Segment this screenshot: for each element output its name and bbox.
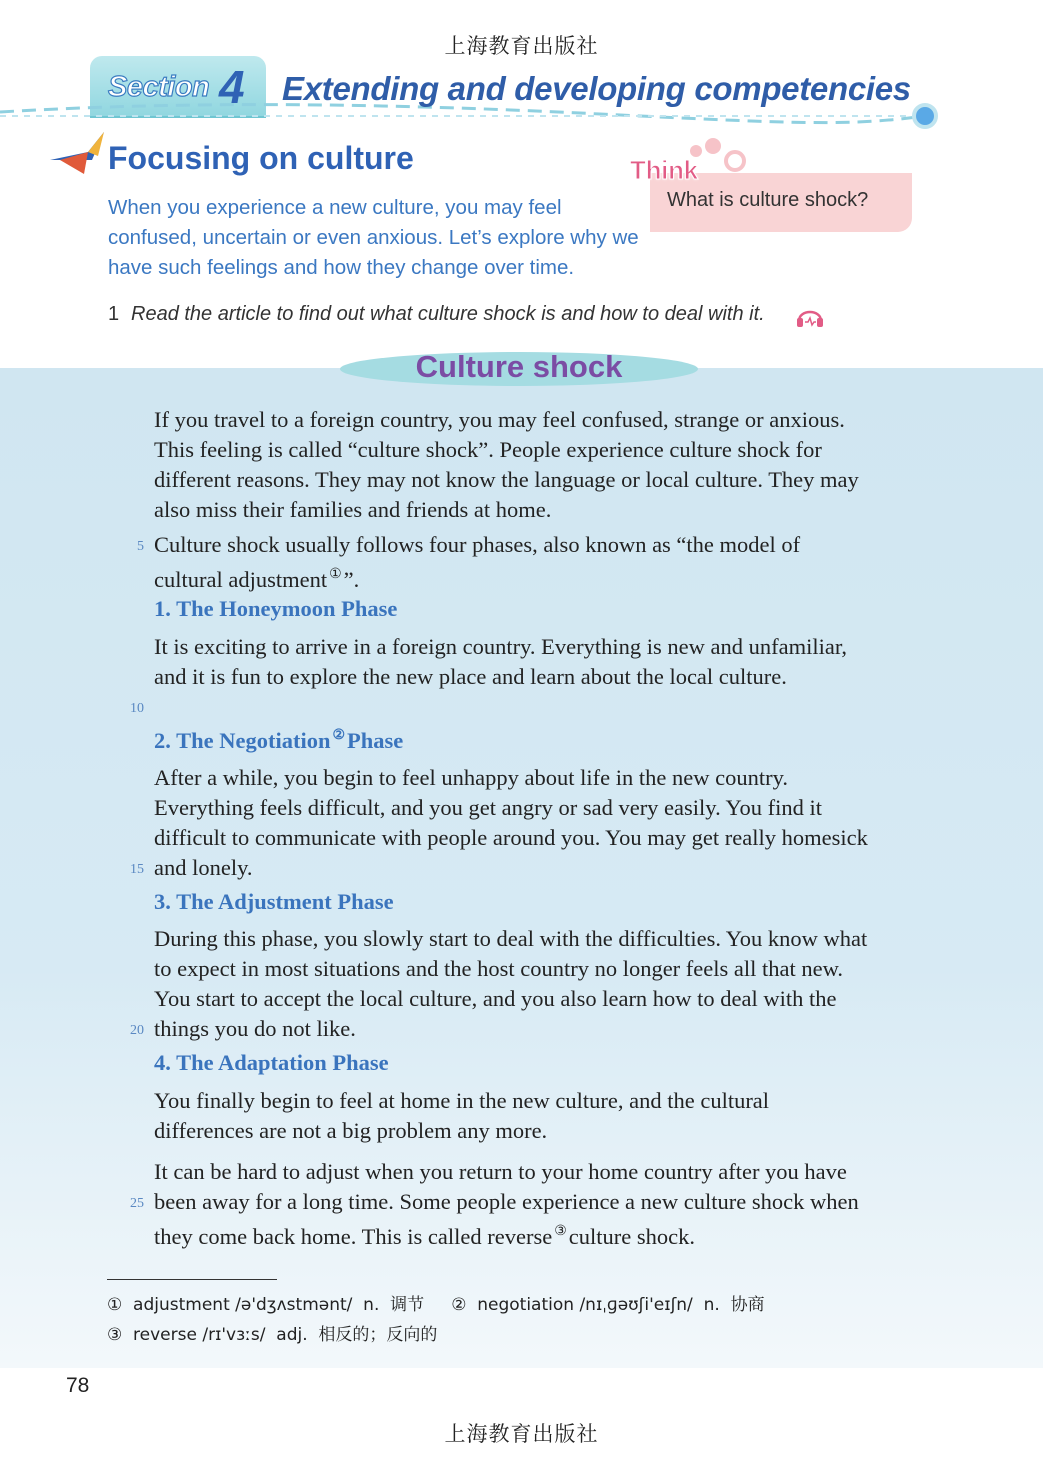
section-number: 4 — [219, 61, 245, 113]
article-paragraph-1: If you travel to a foreign country, you may feel confused, strange or anxious. This feeling is called “culture shock”. People experience culture shock for different reasons. They may not know the language or local culture. They may also miss their families and friends at home. — [154, 407, 859, 522]
line-number: 5 — [137, 539, 144, 554]
publisher-header: 上海教育出版社 — [444, 34, 599, 58]
line-number: 25 — [130, 1196, 144, 1211]
phase-3-text: During this phase, you slowly start to deal with the difficulties. You know what to expect in most situations and the host country no longer feels all that new. You start to accept the local culture, and you also learn how to deal with the things you do not like. — [154, 926, 868, 1041]
line-number: 20 — [130, 1023, 144, 1038]
phase-2-title-start: 2. The Negotiation — [154, 728, 331, 753]
footnote-divider — [107, 1279, 277, 1280]
phase-1-text: It is exciting to arrive in a foreign country. Everything is new and unfamiliar, and it is fun to explore the new place and learn about the local culture. — [154, 634, 848, 689]
last-paragraph-end: culture shock. — [568, 1224, 695, 1249]
last-paragraph-text: It can be hard to adjust when you return to your home country after you have been away for a long time. Some people experience a new culture shock when they come back home. This is called reverse — [154, 1159, 859, 1249]
article-paragraph-2 — [154, 530, 874, 595]
phase-1-title: 1. The Honeymoon Phase — [154, 596, 398, 621]
phase-2-title-end: Phase — [347, 728, 404, 753]
section-title: Extending and developing competencies — [282, 70, 911, 107]
paragraph-2-text: Culture shock usually follows four phases, also known as “the model of cultural adjustment — [154, 532, 801, 592]
footnote-marker: ① — [329, 567, 342, 582]
footnote-line-2: ③ reverse /rɪ'vɜːs/ adj. 相反的；反向的 — [107, 1325, 438, 1345]
footnote-marker: ② — [332, 728, 346, 743]
headphone-icon[interactable] — [795, 303, 825, 329]
phase-2-text: After a while, you begin to feel unhappy about life in the new country. Everything feels difficult, and you get angry or sad very easily. You find it difficult to communicate with people around you. You may get really homesick and lonely. — [154, 765, 868, 880]
focus-title: Focusing on culture — [108, 140, 414, 176]
line-number: 10 — [130, 701, 144, 716]
think-bubble-dot — [705, 138, 721, 154]
paragraph-2-end: ”. — [343, 567, 360, 592]
focus-intro: When you experience a new culture, you may feel confused, uncertain or even anxious. Let’s explore why we have such feelings and how they change over time. — [108, 196, 639, 279]
phase-3-title: 3. The Adjustment Phase — [154, 889, 394, 914]
article-title: Culture shock — [415, 349, 623, 384]
section-label: Section — [108, 71, 210, 103]
phase-4-text: You finally begin to feel at home in the new culture, and the cultural differences are not a big problem any more. — [154, 1088, 770, 1143]
footnote-line-1: ① adjustment /ə'dʒʌstmənt/ n. 调节 ② negotiation /nɪˌɡəʊʃi'eɪʃn/ n. 协商 — [107, 1295, 765, 1315]
page-number: 78 — [66, 1374, 90, 1397]
line-number: 15 — [130, 862, 144, 877]
article-last-paragraph — [154, 1157, 874, 1252]
instruction-number: 1 — [108, 303, 120, 325]
publisher-footer: 上海教育出版社 — [444, 1422, 599, 1446]
think-bubble-dot — [724, 150, 746, 172]
think-question: What is culture shock? — [667, 189, 869, 211]
instruction-text: Read the article to find out what culture shock is and how to deal with it. — [131, 303, 765, 325]
phase-4-title: 4. The Adaptation Phase — [154, 1050, 389, 1075]
footnote-marker: ③ — [554, 1224, 567, 1239]
phase-2-title — [154, 727, 403, 754]
bird-icon — [48, 130, 110, 178]
think-label: Think — [630, 155, 698, 185]
